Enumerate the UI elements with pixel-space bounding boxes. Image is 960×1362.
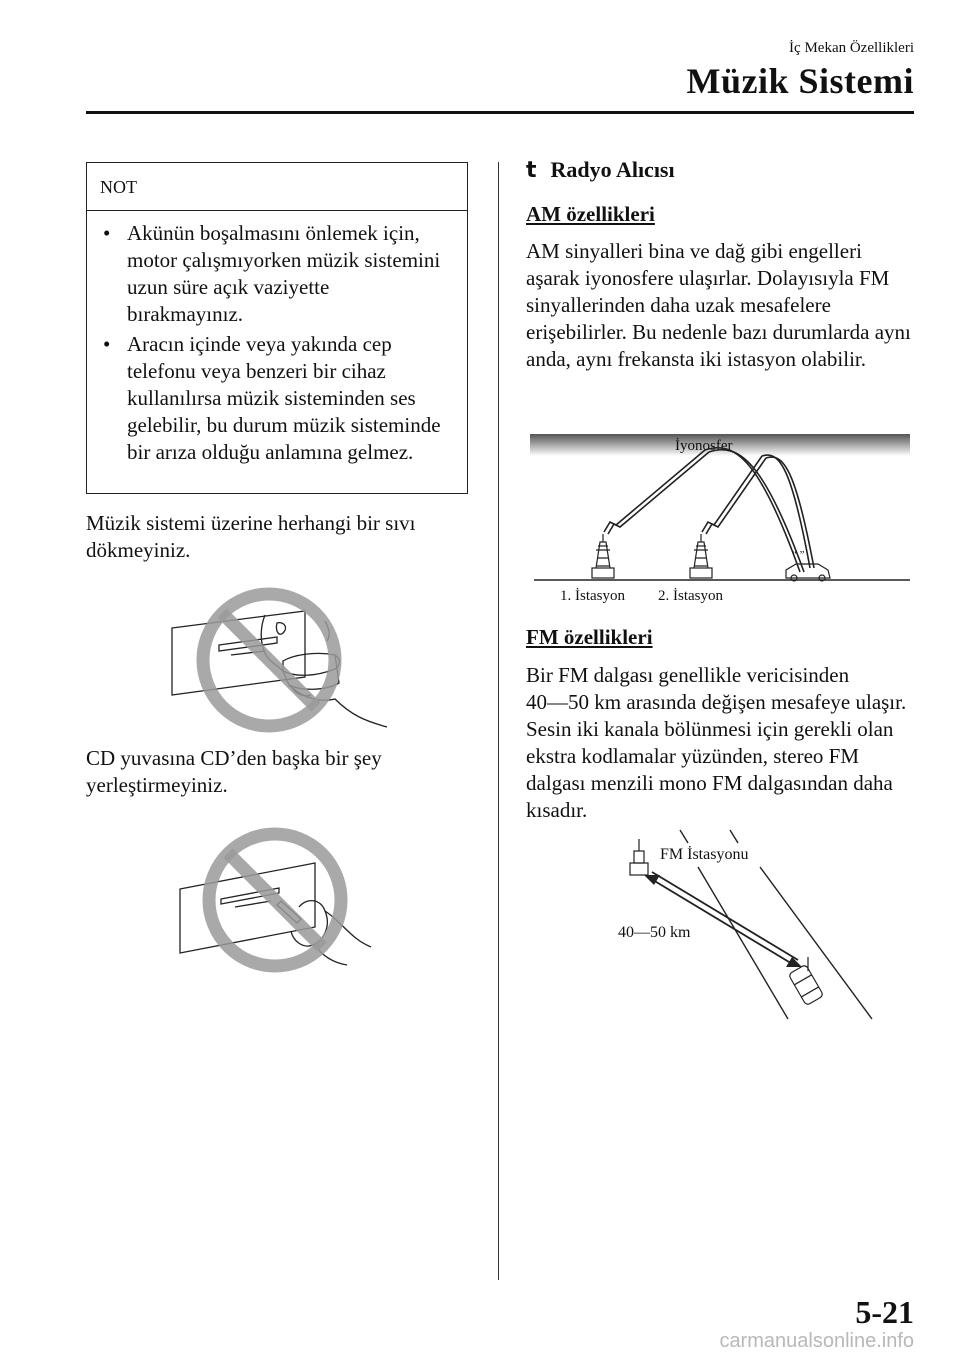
- page-title: Müzik Sistemi: [686, 61, 914, 101]
- column-divider: [498, 162, 499, 1280]
- header-rule: [86, 111, 914, 114]
- road-edge: [698, 867, 788, 1019]
- ionosphere-label: İyonosfer: [675, 438, 733, 454]
- section-marker-icon: t: [526, 158, 537, 183]
- radio-tower-icon: [690, 534, 712, 578]
- car-sound-label: “ ”: [792, 549, 805, 561]
- prohibition-icon: [203, 594, 335, 726]
- no-object-illustration: [175, 815, 385, 975]
- note-bullet: [103, 331, 448, 466]
- watermark: carmanualsonline.info: [719, 1330, 914, 1352]
- wave-path: [604, 450, 705, 532]
- station-2-label: 2. İstasyon: [658, 588, 723, 604]
- cd-warning-text: CD yuvasına CD’den başka bir şey yerleştirmeyiniz.: [86, 746, 382, 797]
- bullet-icon: •: [103, 221, 111, 245]
- fm-diagram: [610, 825, 880, 1025]
- section-subtitle: İç Mekan Özellikleri: [789, 40, 914, 56]
- note-box: [86, 162, 468, 494]
- am-heading: AM özellikleri: [526, 202, 655, 226]
- fm-text: Bir FM dalgası genellikle vericisinden 40―50 km arasında değişen mesafeye ulaşır. Sesin iki kanala bölünmesi için gerekli olan ekstra kodlamalar yüzünden, stereo FM dalgası menzili mono FM dalgasından daha kısadır.: [526, 663, 907, 822]
- no-liquid-illustration: [165, 585, 390, 735]
- note-title: NOT: [100, 177, 137, 197]
- road-tick: [680, 830, 688, 843]
- section-title: Radyo Alıcısı: [550, 157, 675, 182]
- note-divider: [87, 210, 467, 211]
- am-diagram: [530, 430, 912, 606]
- note-bullet-text: Akünün boşalmasını önlemek için, motor çalışmıyorken müzik sistemini uzun süre açık vaziyette bırakmayınız.: [127, 221, 441, 326]
- radio-tower-icon: [630, 839, 648, 875]
- liquid-warning-text: Müzik sistemi üzerine herhangi bir sıvı dökmeyiniz.: [86, 511, 416, 562]
- note-bullet: [103, 220, 448, 328]
- page-number: 5-21: [855, 1294, 914, 1330]
- road-tick: [730, 830, 738, 843]
- section-heading: [526, 157, 675, 183]
- range-arrow: [648, 877, 794, 965]
- car-icon: [788, 964, 823, 1005]
- prohibition-icon: [209, 834, 341, 966]
- note-bullet-text: Aracın içinde veya yakında cep telefonu veya benzeri bir cihaz kullanılırsa müzik sisteminden ses gelebilir, bu durum müzik sisteminde bir arıza olduğu anlamına gelmez.: [127, 332, 441, 464]
- fm-station-label: FM İstasyonu: [660, 846, 749, 863]
- station-1-label: 1. İstasyon: [560, 588, 625, 604]
- fm-distance-label: 40―50 km: [618, 924, 691, 941]
- liquid-drop-icon: [276, 623, 285, 635]
- radio-tower-icon: [592, 534, 614, 578]
- road-edge: [760, 867, 872, 1019]
- car-icon: [786, 564, 830, 581]
- fm-heading: FM özellikleri: [526, 625, 653, 649]
- am-text: AM sinyalleri bina ve dağ gibi engelleri aşarak iyonosfere ulaşırlar. Dolayısıyla FM sinyallerinden daha uzak mesafelere erişebilirler. Bu nedenle bazı durumlarda aynı anda, aynı frekansta iki istasyon olabilir.: [526, 239, 911, 371]
- bullet-icon: •: [103, 332, 111, 356]
